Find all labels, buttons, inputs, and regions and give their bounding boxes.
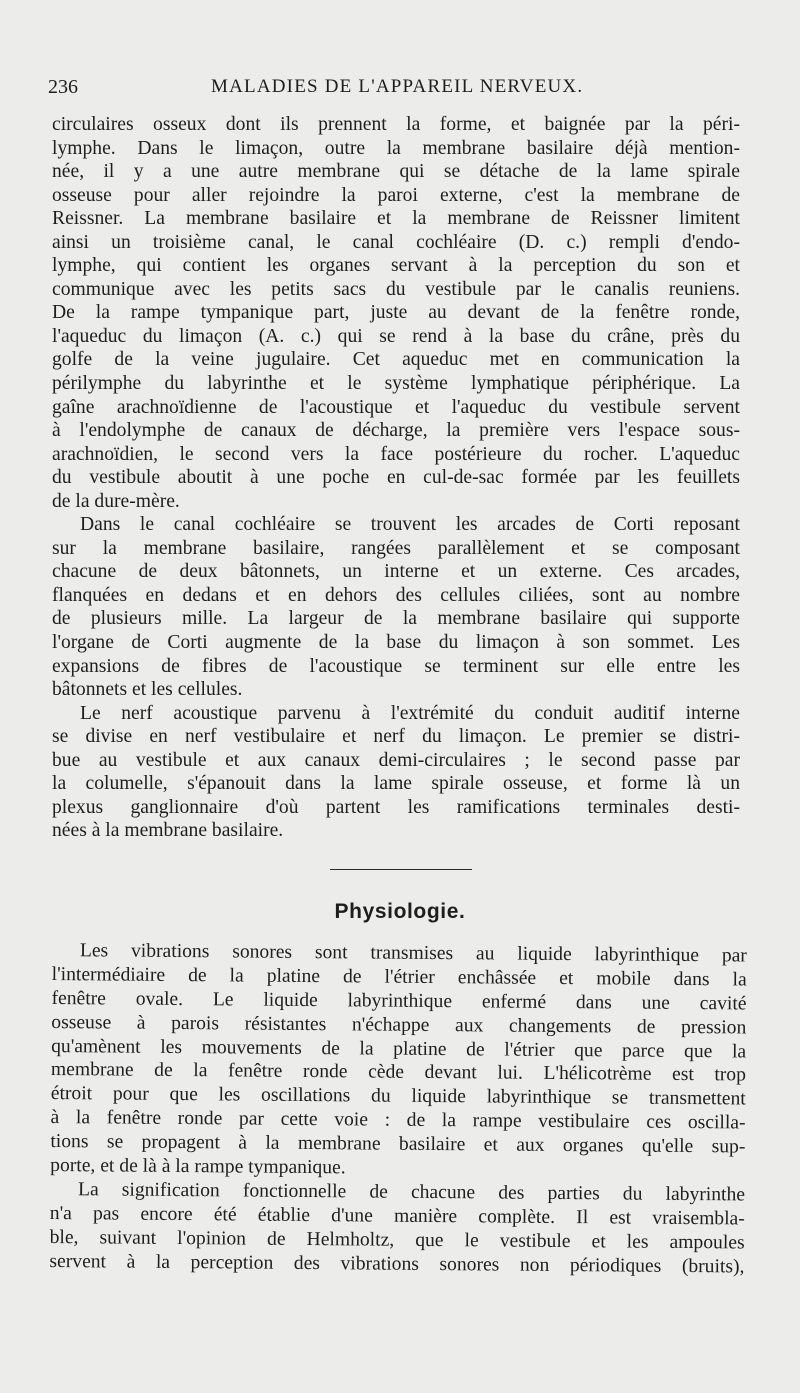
page-header	[48, 70, 748, 100]
text-line: ainsi un troisième canal, le canal cochléaire (D. c.) rempli d'endo-	[52, 231, 740, 253]
body-text-physiology	[49, 939, 747, 1279]
text-line: membrane de la fenêtre ronde cède devant lui. L'hélicotrème est trop	[50, 1059, 747, 1086]
text-line: porte, et de là à la rampe tympanique.	[50, 1155, 346, 1179]
text-line: bâtonnets et les cellules.	[52, 679, 243, 701]
text-line: à la fenêtre ronde par cette voie : de la rampe vestibulaire ces oscilla-	[50, 1107, 746, 1134]
paragraph	[50, 939, 747, 1183]
text-line: communique avec les petits sacs du vestibule par le canalis reuniens.	[52, 278, 740, 300]
text-line: qu'amènent les mouvements de la platine de l'étrier que parce que la	[51, 1035, 747, 1063]
text-line: de plusieurs mille. La largeur de la membrane basilaire qui supporte	[52, 608, 740, 630]
text-line: osseuse à parois résistantes n'échappe aux changements de pression	[51, 1011, 747, 1039]
running-head: MALADIES DE L'APPAREIL NERVEUX.	[211, 76, 584, 97]
text-line: expansions de fibres de l'acoustique se terminent sur elle entre les	[52, 655, 740, 677]
text-line: gaîne arachnoïdienne de l'acoustique et l'aqueduc du vestibule servent	[52, 396, 740, 418]
text-line: étroit pour que les oscillations du liquide labyrinthique se transmettent	[50, 1083, 746, 1110]
paragraph	[52, 702, 740, 843]
section-heading: Physiologie.	[334, 900, 466, 923]
text-line: du vestibule aboutit à une poche en cul-de-sac formée par les feuillets	[52, 467, 740, 489]
text-line: golfe de la veine jugulaire. Cet aqueduc met en communication la	[52, 349, 740, 371]
text-line: Dans le canal cochléaire se trouvent les arcades de Corti reposant	[80, 514, 740, 536]
text-line: flanquées en dedans et en dehors des cellules ciliées, sont au nombre	[52, 584, 740, 606]
body-text-anatomy	[52, 113, 740, 843]
text-line: lymphe. Dans le limaçon, outre la membrane basilaire déjà mention-	[52, 137, 740, 159]
text-line: l'organe de Corti augmente de la base du limaçon à son sommet. Les	[52, 632, 740, 654]
text-line: chacune de deux bâtonnets, un interne et un externe. Ces arcades,	[52, 561, 740, 583]
text-line: la columelle, s'épanouit dans la lame spirale osseuse, et forme là un	[52, 773, 740, 795]
text-line: à l'endolymphe de canaux de décharge, la première vers l'espace sous-	[52, 420, 740, 442]
text-line: fenêtre ovale. Le liquide labyrinthique enfermé dans une cavité	[51, 987, 747, 1015]
page-number: 236	[48, 76, 78, 98]
text-line: plexus ganglionnaire d'où partent les ramifications terminales desti-	[52, 796, 740, 818]
paragraph	[52, 113, 740, 513]
text-line: Les vibrations sonores sont transmises au liquide labyrinthique par	[79, 940, 747, 967]
text-line: Le nerf acoustique parvenu à l'extrémité du conduit auditif interne	[80, 702, 740, 724]
section-separator-rule	[330, 869, 472, 870]
text-line: Reissner. La membrane basilaire et la membrane de Reissner limitent	[52, 208, 740, 230]
text-line: périlymphe du labyrinthe et le système lymphatique périphérique. La	[52, 373, 740, 395]
text-line: circulaires osseux dont ils prennent la forme, et baignée par la péri-	[52, 114, 740, 135]
paragraph	[52, 513, 740, 701]
text-line: servent à la perception des vibrations sonores non périodiques (bruits),	[49, 1250, 745, 1278]
text-line: osseuse pour aller rejoindre la paroi externe, c'est la membrane de	[52, 184, 740, 206]
text-line: La signification fonctionnelle de chacune des parties du labyrinthe	[77, 1179, 746, 1206]
paragraph	[49, 1178, 745, 1279]
text-line: de la dure-mère.	[52, 490, 180, 512]
text-line: ble, suivant l'opinion de Helmholtz, que le vestibule et les ampoules	[49, 1226, 745, 1254]
text-line: nées à la membrane basilaire.	[52, 820, 284, 842]
text-line: sur la membrane basilaire, rangées parallèlement et se composant	[52, 537, 740, 559]
text-line: se divise en nerf vestibulaire et nerf du limaçon. Le premier se distri-	[52, 726, 740, 748]
text-line: arachnoïdien, le second vers la face postérieure du rocher. L'aqueduc	[52, 443, 740, 465]
text-line: n'a pas encore été établie d'une manière complète. Il est vraisembla-	[49, 1202, 745, 1230]
text-line: bue au vestibule et aux canaux demi-circulaires ; le second passe par	[52, 749, 740, 771]
text-line: l'aqueduc du limaçon (A. c.) qui se rend à la base du crâne, près du	[52, 325, 740, 347]
text-line: lymphe, qui contient les organes servant à la perception du son et	[52, 255, 740, 277]
text-line: née, il y a une autre membrane qui se détache de la lame spirale	[52, 161, 740, 183]
text-line: l'intermédiaire de la platine de l'étrier enchâssée et mobile dans la	[51, 963, 747, 991]
text-line: De la rampe tympanique part, juste au devant de la fenêtre ronde,	[52, 302, 740, 324]
text-line: tions se propagent à la membrane basilaire et aux organes qu'elle sup-	[50, 1131, 746, 1158]
